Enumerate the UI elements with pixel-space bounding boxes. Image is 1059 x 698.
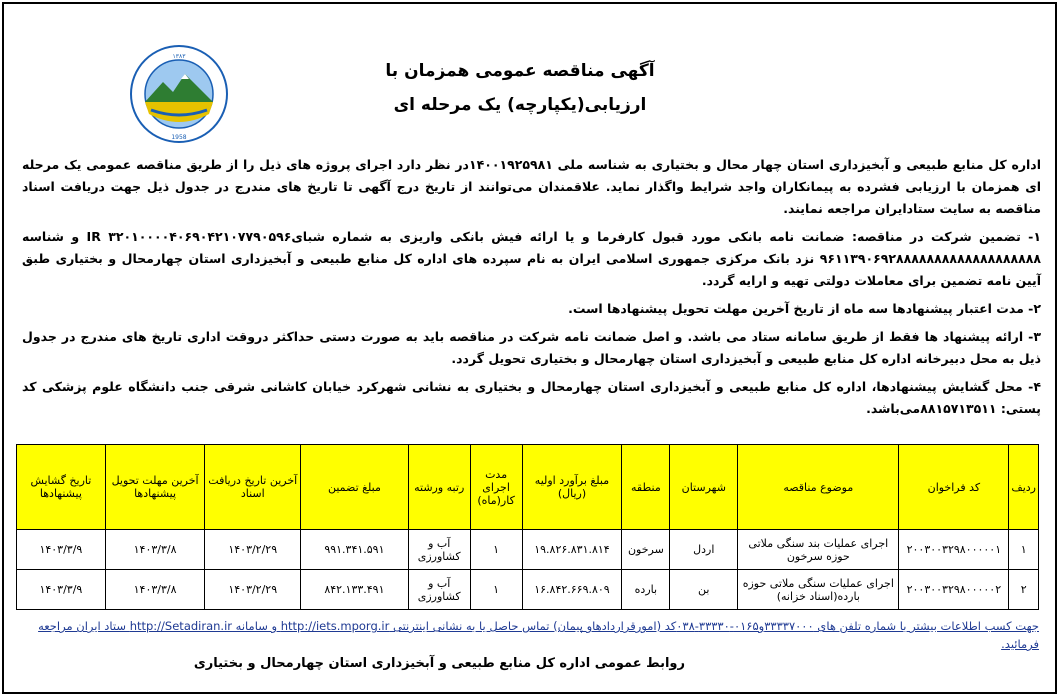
table-cell: آب و کشاورزی (408, 530, 470, 570)
table-cell: بن (670, 570, 738, 610)
table-cell: ۱ (1009, 530, 1039, 570)
logo-year-fa: ۱۳۸۳ (172, 53, 186, 60)
table-cell: آب و کشاورزی (408, 570, 470, 610)
item-1-paragraph: ۱- تضمین شرکت در مناقصه: ضمانت نامه بانکی مورد قبول کارفرما و یا ارائه فیش بانکی واریزی به شماره شبایIR ۳۲۰۱۰۰۰۰۴۰۶۹۰۴۲۱۰۷۷۹۰۵۹۶ و شناسه ۹۶۱۱۳۹۰۶۹۲۸۸۸۸۸۸۸۸۸۸۸۸۸۸۸۸۸۸۸ نزد بانک مرکزی جمهوری اسلامی ایران به نام سپرده های اداره کل منابع طبیعی و آبخیزداری استان چهارمحال و بختیاری طبق آیین نامه تضمین برای معاملات دولتی تهیه و ارایه گردد. (22, 229, 1042, 288)
table-cell: ۱ (470, 530, 522, 570)
table-cell: ۱۴۰۳/۲/۲۹ (205, 530, 301, 570)
col-header: منطقه (622, 445, 670, 530)
col-header: مبلغ تضمین (301, 445, 409, 530)
item-2-paragraph: ۲- مدت اعتبار پیشنهادها سه ماه از تاریخ آخرین مهلت تحویل پیشنهادها است. (568, 301, 1041, 316)
col-header: شهرستان (670, 445, 738, 530)
notice-header (385, 54, 655, 122)
item-4-paragraph: ۴- محل گشایش پیشنهادها، اداره کل منابع طبیعی و آبخیزداری استان چهارمحال و بختیاری به نشانی شهرکرد خیابان کاشانی شرقی جنب دانشگاه علوم پزشکی کد پستی: ۸۸۱۵۷۱۳۵۱۱می‌باشد. (22, 379, 1041, 416)
table-cell: ۱۴۰۳/۳/۹ (17, 530, 106, 570)
table-cell: بارده (622, 570, 670, 610)
col-header: کد فراخوان (899, 445, 1009, 530)
col-header: مبلغ برآورد اولیه (ریال) (522, 445, 622, 530)
natural-resources-organization-emblem-icon (129, 44, 229, 144)
col-header: رتبه ورشته (408, 445, 470, 530)
table-cell: اجرای عملیات بند سنگی ملاتی حوزه سرخون (738, 530, 899, 570)
table-cell: ۲ (1009, 570, 1039, 610)
table-cell: ۱۴۰۳/۳/۸ (105, 570, 205, 610)
title-line-1: آگهی مناقصه عمومی همزمان با (385, 61, 655, 81)
table-header-row (17, 445, 1039, 530)
table-row (17, 570, 1039, 610)
col-header: آخرین تاریخ دریافت اسناد (205, 445, 301, 530)
table-cell: ۸۴۲.۱۳۳.۴۹۱ (301, 570, 409, 610)
table-cell: ۱۶.۸۴۲.۶۶۹.۸۰۹ (522, 570, 622, 610)
tender-table (16, 444, 1039, 610)
logo-year-en: 1958 (171, 134, 187, 141)
col-header: ردیف (1009, 445, 1039, 530)
table-cell: ۹۹۱.۳۴۱.۵۹۱ (301, 530, 409, 570)
table-cell: اردل (670, 530, 738, 570)
title-line-2: ارزیابی(یکپارچه) یک مرحله ای (393, 95, 647, 115)
contact-note[interactable]: جهت کسب اطلاعات بیشتر با شماره تلفن های ۳۳۳۳۷۰۰۰و۰۱۶۵-۳۳۳۳۰-۰۳۸کد (امورقراردادهاو پیمان) تماس حاصل یا به نشانی اینترنتی http://iets.mporg.ir و سامانه http://Setadiran.ir ستاد ایران مراجعه فرمائید. (38, 619, 1039, 651)
table-cell: ۱ (470, 570, 522, 610)
col-header: تاریخ گشایش پیشنهادها (17, 445, 106, 530)
col-header: آخرین مهلت تحویل پیشنهادها (105, 445, 205, 530)
table-row (17, 530, 1039, 570)
item-3-paragraph: ۳- ارائه پیشنهاد ها فقط از طریق سامانه ستاد می باشد. و اصل ضمانت نامه شرکت در مناقصه باید به صورت دستی حداکثر دروقت اداری تاریخ های مندرج در جدول ذیل به محل دبیرخانه اداره کل منابع طبیعی و آبخیزداری استان چهارمحال و بختیاری تحویل گردد. (22, 329, 1041, 366)
table-cell: ۲۰۰۳۰۰۳۲۹۸۰۰۰۰۰۲ (899, 570, 1009, 610)
table-cell: ۱۴۰۳/۳/۸ (105, 530, 205, 570)
tender-notice-page (2, 2, 1057, 694)
table-cell: اجرای عملیات سنگی ملاتی حوزه بارده(اسناد خزانه) (738, 570, 899, 610)
table-cell: ۱۴۰۳/۳/۹ (17, 570, 106, 610)
footer-signature: روابط عمومی اداره کل منابع طبیعی و آبخیزداری استان چهارمحال و بختیاری (193, 656, 685, 671)
notice-body (22, 154, 1041, 426)
table-cell: ۲۰۰۳۰۰۳۲۹۸۰۰۰۰۰۱ (899, 530, 1009, 570)
col-header: موضوع مناقصه (738, 445, 899, 530)
col-header: مدت اجرای کار(ماه) (470, 445, 522, 530)
table-cell: سرخون (622, 530, 670, 570)
table-cell: ۱۴۰۳/۲/۲۹ (205, 570, 301, 610)
table-cell: ۱۹.۸۲۶.۸۳۱.۸۱۴ (522, 530, 622, 570)
intro-paragraph: اداره کل منابع طبیعی و آبخیزداری استان چهار محال و بختیاری به شناسه ملی ۱۴۰۰۱۹۲۵۹۸۱در نظر دارد اجرای پروژه های ذیل را از طریق مناقصه عمومی یک مرحله ای همزمان با ارزیابی فشرده به پیمانکاران واجد شرایط واگذار نماید. علاقمندان می‌توانند از تاریخ درج آگهی تا تاریخ های مندرج در جدول ذیل جهت دریافت اسناد مناقصه به سایت ستادایران مراجعه نمایند. (22, 157, 1041, 216)
